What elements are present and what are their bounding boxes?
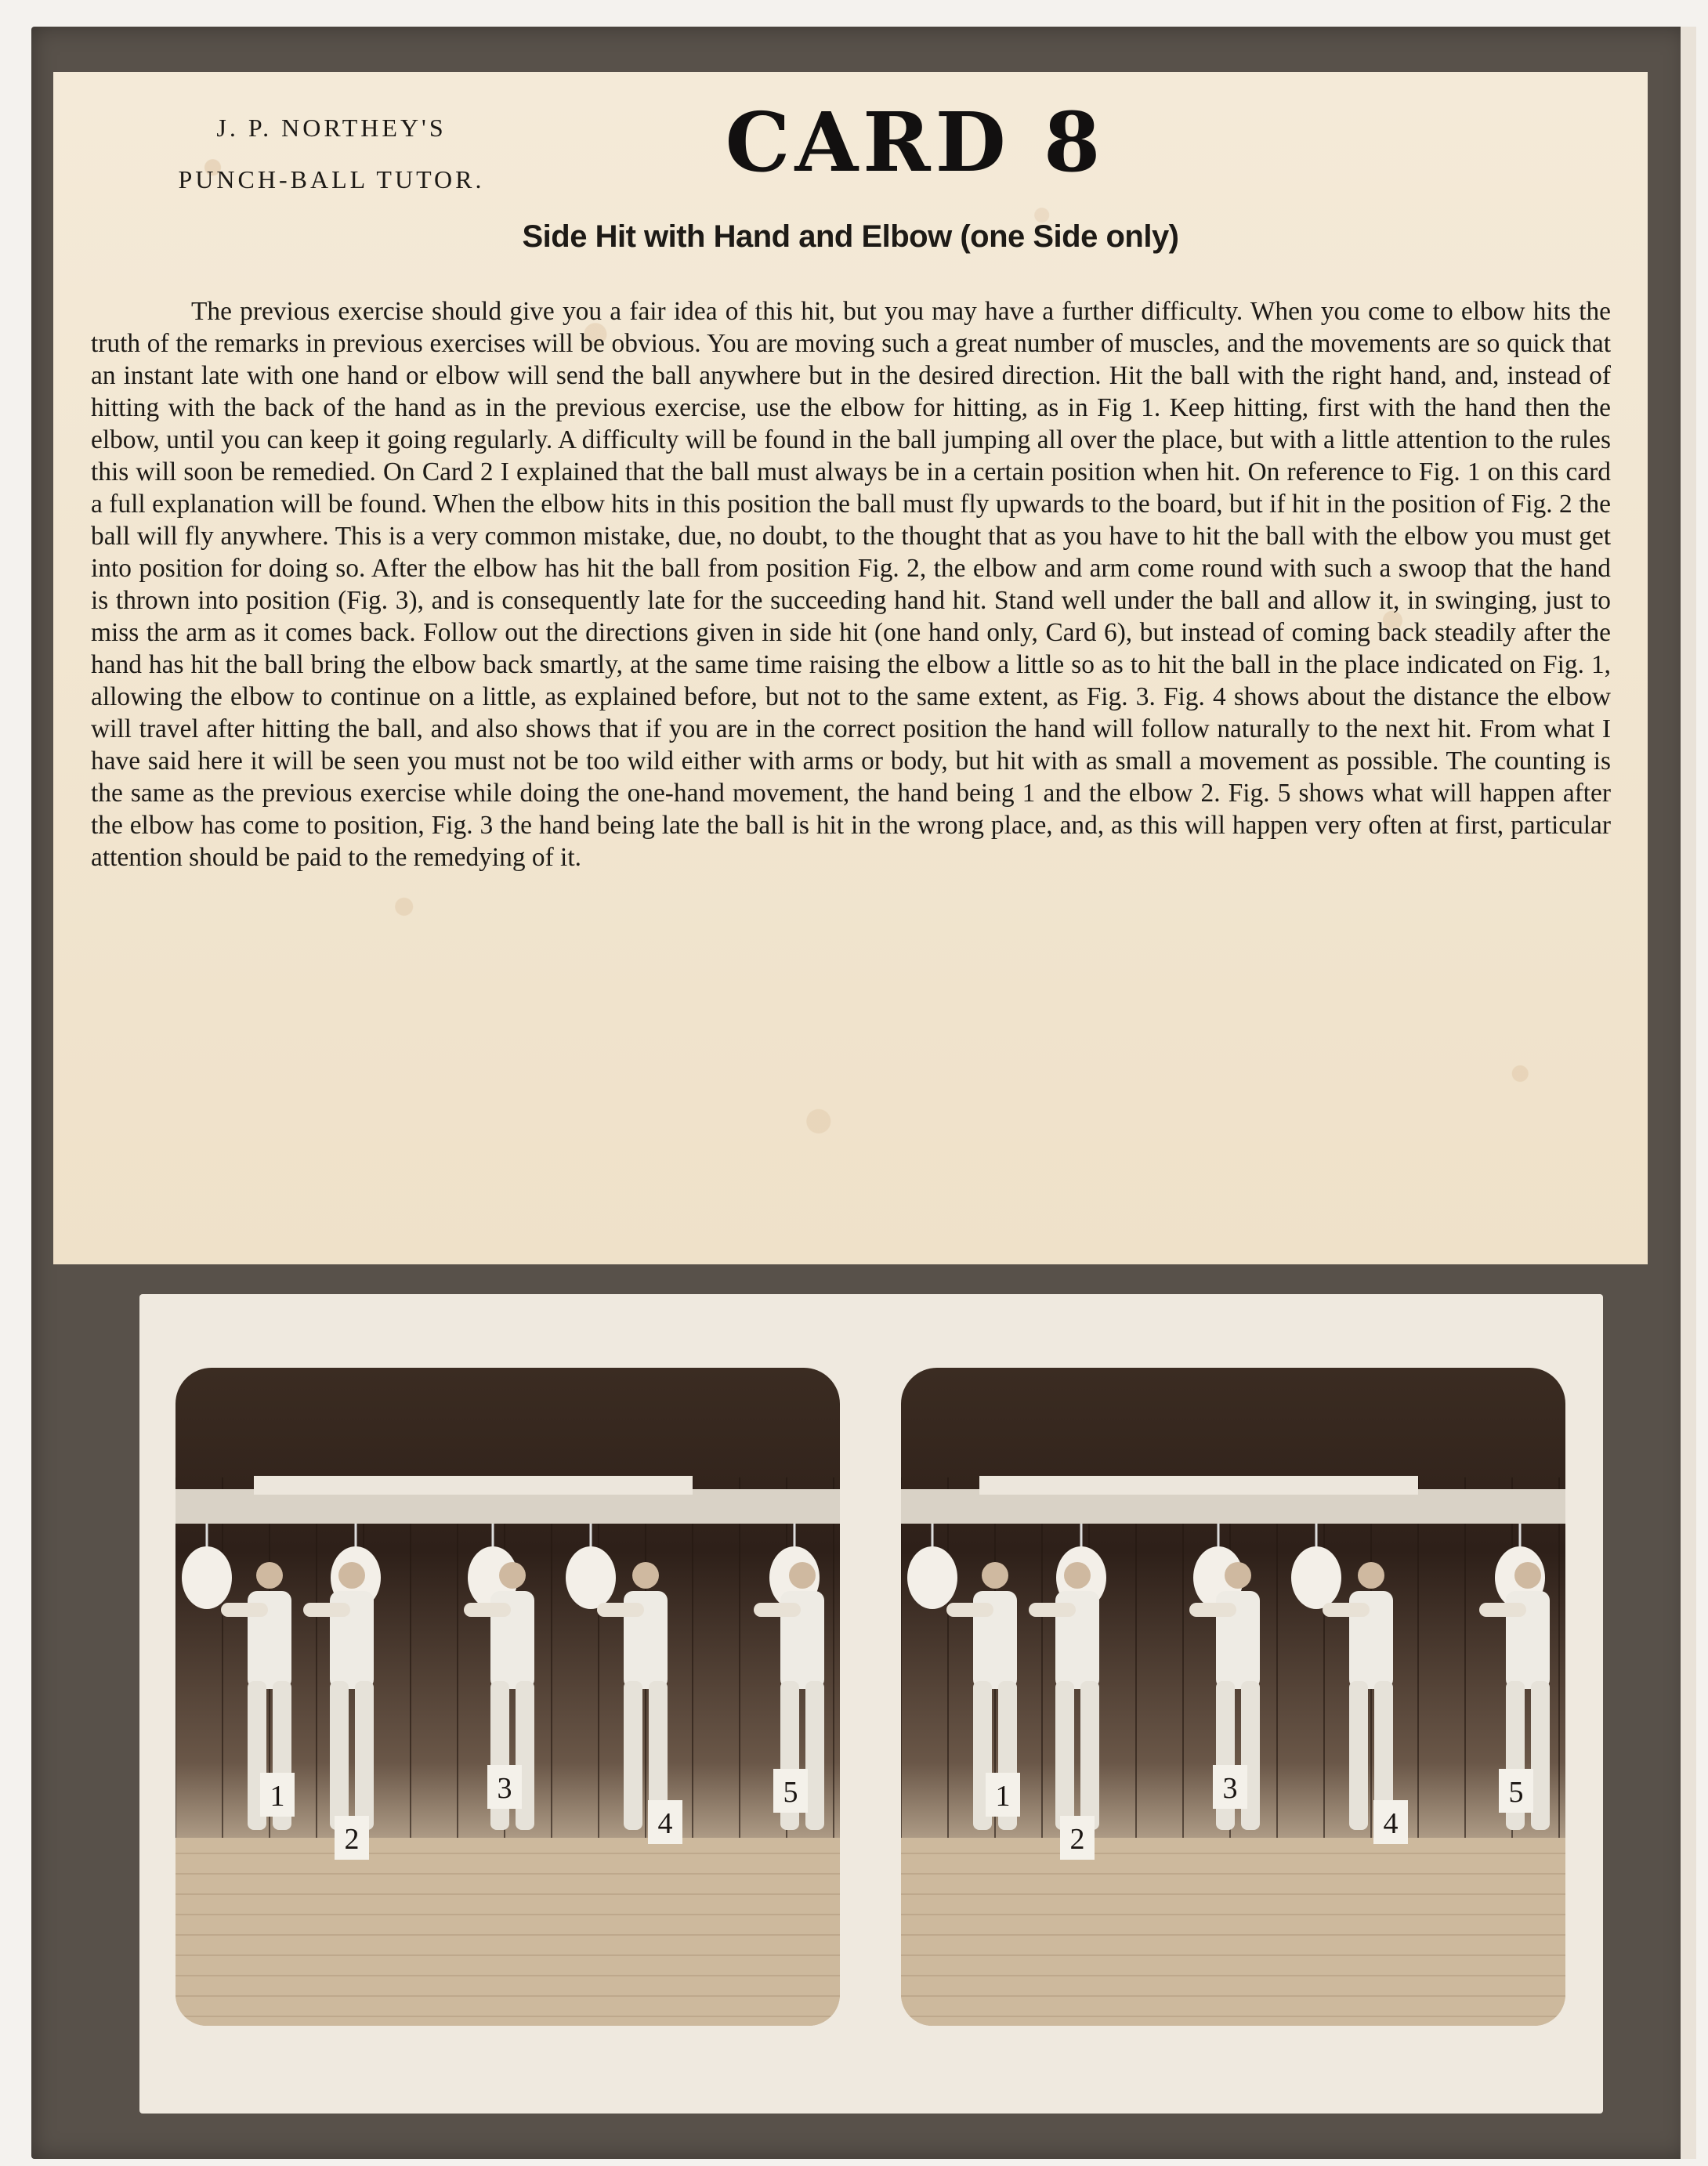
- boxer-figure: [1029, 1562, 1099, 1830]
- figure-number: 1: [995, 1780, 1011, 1813]
- card-title: CARD 8: [725, 94, 1105, 190]
- floor: [176, 1838, 840, 2026]
- instruction-card: [53, 72, 1648, 1264]
- figure-number: 2: [1069, 1823, 1085, 1856]
- punch-ball: [566, 1546, 616, 1609]
- publisher-line-2: PUNCH-BALL TUTOR.: [178, 165, 485, 193]
- publisher-name: [100, 102, 563, 205]
- figure-number: 4: [657, 1807, 673, 1840]
- figure-number: 4: [1383, 1807, 1399, 1840]
- publisher-line-1: J. P. NORTHEY'S: [216, 114, 447, 142]
- floor: [901, 1838, 1565, 2026]
- figure-number: 3: [1222, 1772, 1238, 1805]
- figure-number: 2: [344, 1823, 360, 1856]
- stereograph-mount: [139, 1294, 1603, 2114]
- instruction-text: The previous exercise should give you a fair idea of this hit, but you may have a further difficulty. When you come to elbow hits the truth of the remarks in previous exercises will be obvious. You are moving such a great number of muscles, and the movements are so quick that an instant late with one hand or elbow will send the ball anywhere but in the desired direction. Hit the ball with the right hand, and, instead of hitting with the back of the hand as in the previous exercise, use the elbow for hitting, as in Fig 1. Keep hitting, first with the hand then the elbow, until you can keep it going regularly. A difficulty will be found in the ball jumping all over the place, but with a little attention to the rules this will soon be remedied. On Card 2 I explained that the ball must always be in a certain position when hit. On reference to Fig. 1 on this card a full explanation will be found. When the elbow hits in this position the ball must fly upwards to the board, but if hit in the position of Fig. 2 the ball will fly anywhere. This is a very common mistake, due, no doubt, to the thought that as you have to hit the ball with the elbow you must get into position for doing so. After the elbow has hit the ball from position Fig. 2, the elbow and arm come round with such a swoop that the hand is thrown into position (Fig. 3), and is consequently late for the succeeding hand hit. Stand well under the ball and allow it, in swinging, just to miss the arm as it comes back. Follow out the directions given in side hit (one hand only, Card 6), but instead of coming back steadily after the hand has hit the ball bring the elbow back smartly, at the same time raising the elbow a little so as to hit the ball in the place indicated on Fig. 1, allowing the elbow to continue on a little, as explained before, but not to the same extent, as Fig. 3. Fig. 4 shows about the distance the elbow will travel after hitting the ball, and also shows that if you are in the correct position the hand will follow naturally to the next hit. From what I have said here it will be seen you must not be too wild either with arms or body, but hit with as small a movement as possible. The counting is the same as the previous exercise while doing the one-hand movement, the hand being 1 and the elbow 2. Fig. 5 shows what will happen after the elbow has come to position, Fig. 3 the hand being late the ball is hit in the wrong place, and, as this will happen very often at first, particular attention should be paid to the remedying of it.: [91, 297, 1611, 872]
- stereo-scene: [901, 1368, 1565, 2026]
- platform-top: [254, 1476, 693, 1495]
- stereo-photo-left: [176, 1368, 840, 2026]
- boxer-figure: [597, 1562, 668, 1830]
- stereo-scene: [176, 1368, 840, 2026]
- platform-top: [979, 1476, 1418, 1495]
- figure-number: 1: [270, 1780, 285, 1813]
- mount-edge: [1681, 27, 1696, 2159]
- punch-ball: [182, 1546, 232, 1609]
- figure-number: 3: [497, 1772, 512, 1805]
- punch-ball: [907, 1546, 957, 1609]
- boxer-figure: [1323, 1562, 1393, 1830]
- figure-number: 5: [783, 1776, 798, 1809]
- card-subtitle: Side Hit with Hand and Elbow (one Side only): [522, 219, 1179, 254]
- figure-number: 5: [1508, 1776, 1524, 1809]
- punch-ball: [1291, 1546, 1341, 1609]
- stereo-photo-right: [901, 1368, 1565, 2026]
- boxer-figure: [303, 1562, 374, 1830]
